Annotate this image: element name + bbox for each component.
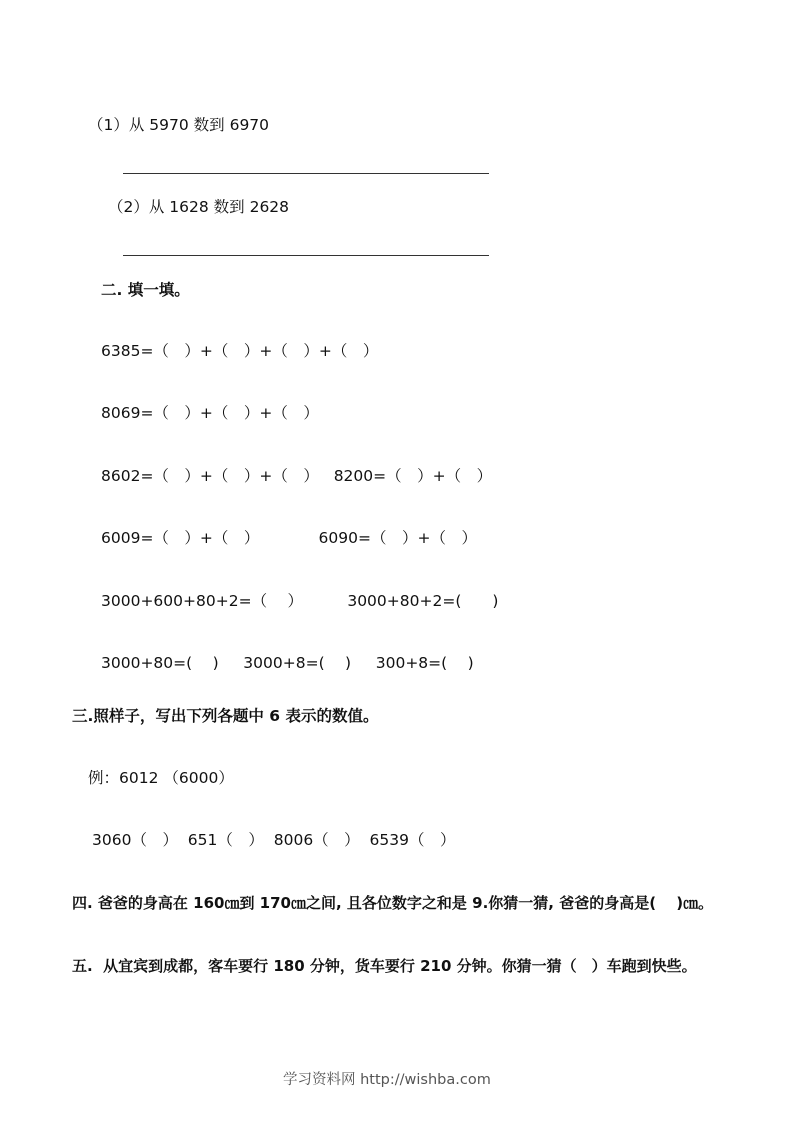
section-4-question: 四. 爸爸的身高在 160㎝到 170㎝之间, 且各位数字之和是 9.你猜一猜, 爸爸的身高是( )㎝。 [72,894,714,912]
fill-row-4: 6009=（ ）+（ ） 6090=（ ）+（ ） [101,529,477,547]
section-5-question: 五. 从宜宾到成都，客车要行 180 分钟，货车要行 210 分钟。你猜一猜（ ）车跑到快些。 [72,957,697,975]
fill-row-6: 3000+80=( ) 3000+8=( ) 300+8=( ) [101,654,474,672]
count-task-2: （2）从 1628 数到 2628 [108,198,290,216]
section-3-example: 例：6012 （6000） [88,769,234,787]
fill-row-1: 6385=（ ）+（ ）+（ ）+（ ） [101,342,379,360]
footer-watermark: 学习资料网 http://wishba.com [283,1072,491,1088]
fill-row-3: 8602=（ ）+（ ）+（ ） 8200=（ ）+（ ） [101,467,493,485]
answer-line-1 [123,173,489,174]
section-3-heading: 三.照样子，写出下列各题中 6 表示的数值。 [72,707,379,725]
count-task-1: （1）从 5970 数到 6970 [88,116,270,134]
section-3-items: 3060（ ） 651（ ） 8006（ ） 6539（ ） [92,831,456,849]
section-2-heading: 二. 填一填。 [101,281,190,299]
fill-row-2: 8069=（ ）+（ ）+（ ） [101,404,319,422]
answer-line-2 [123,255,489,256]
fill-row-5: 3000+600+80+2=（ ） 3000+80+2=( ) [101,592,499,610]
